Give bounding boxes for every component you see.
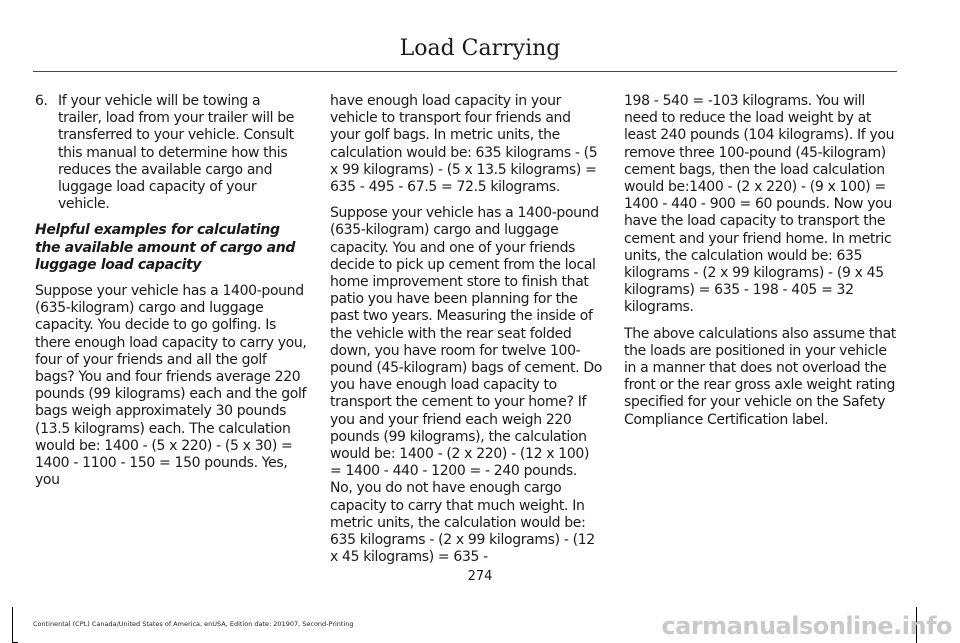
crop-mark-left <box>12 607 13 643</box>
column-left <box>35 93 307 498</box>
section-heading: Helpful examples for calculating the available amount of cargo and luggage load capacity <box>35 222 296 273</box>
paragraph: Suppose your vehicle has a 1400-pound (635-kilogram) cargo and luggage capacity. You decide to go golfing. Is there enough load capacity to carry you, four of your friends and all the golf bags? You and four friends average 220 pounds (99 kilograms) each and the golf bags weigh approximately 30 pounds (13.5 kilograms) each. The calculation would be: 1400 - (5 x 220) - (5 x 30) = 1400 - 1100 - 150 = 150 pounds. Yes, you <box>35 283 307 489</box>
paragraph: Suppose your vehicle has a 1400-pound (635-kilogram) cargo and luggage capacity. You and one of your friends decide to pick up cement from the local home improvement store to finish that patio you have been planning for the past two years. Measuring the inside of the vehicle with the rear seat folded down, you have room for twelve 100-pound (45-kilogram) bags of cement. Do you have enough load capacity to transport the cement to your home? If you and your friend each weigh 220 pounds (99 kilograms), the calculation would be: 1400 - (2 x 220) - (12 x 100) = 1400 - 440 - 1200 = - 240 pounds. No, you do not have enough cargo capacity to carry that much weight. In metric units, the calculation would be: 635 kilograms - (2 x 99 kilograms) - (12 x 45 kilograms) = 635 - <box>330 205 602 566</box>
edition-footer: Continental (CPL) Canada/United States of America, enUSA, Edition date: 201907, Second-Printing <box>33 620 354 628</box>
header-divider <box>33 71 897 72</box>
column-middle <box>330 93 602 575</box>
paragraph: 198 - 540 = -103 kilograms. You will need to reduce the load weight by at least 240 pounds (104 kilograms). If you remove three 100-pound (45-kilogram) cement bags, then the load calculation would be:1400 - (2 x 220) - (9 x 100) = 1400 - 440 - 900 = 60 pounds. Now you have the load capacity to transport the cement and your friend home. In metric units, the calculation would be: 635 kilograms - (2 x 99 kilograms) - (9 x 45 kilograms) = 635 - 198 - 405 = 32 kilograms. <box>624 93 895 316</box>
page-number: 274 <box>467 569 493 584</box>
column-right <box>624 93 896 438</box>
paragraph: have enough load capacity in your vehicle to transport four friends and your golf bags. In metric units, the calculation would be: 635 kilograms - (5 x 99 kilograms) - (5 x 13.5 kilograms) = 635 - 495 - 67.5 = 72.5 kilograms. <box>330 93 598 196</box>
page-title: Load Carrying <box>399 36 561 61</box>
list-item-text: If your vehicle will be towing a trailer, load from your trailer will be transferred to your vehicle. Consult this manual to determine how this reduces the available cargo and luggage load capacity of your vehicle. <box>58 93 295 213</box>
list-item <box>35 93 307 213</box>
paragraph: The above calculations also assume that the loads are positioned in your vehicle in a manner that does not overload the front or the rear gross axle weight rating specified for your vehicle on the Safety Compliance Certification label. <box>624 325 896 428</box>
watermark-logo: carmanualsonline.info <box>661 612 952 640</box>
list-item-number: 6. <box>35 93 48 109</box>
